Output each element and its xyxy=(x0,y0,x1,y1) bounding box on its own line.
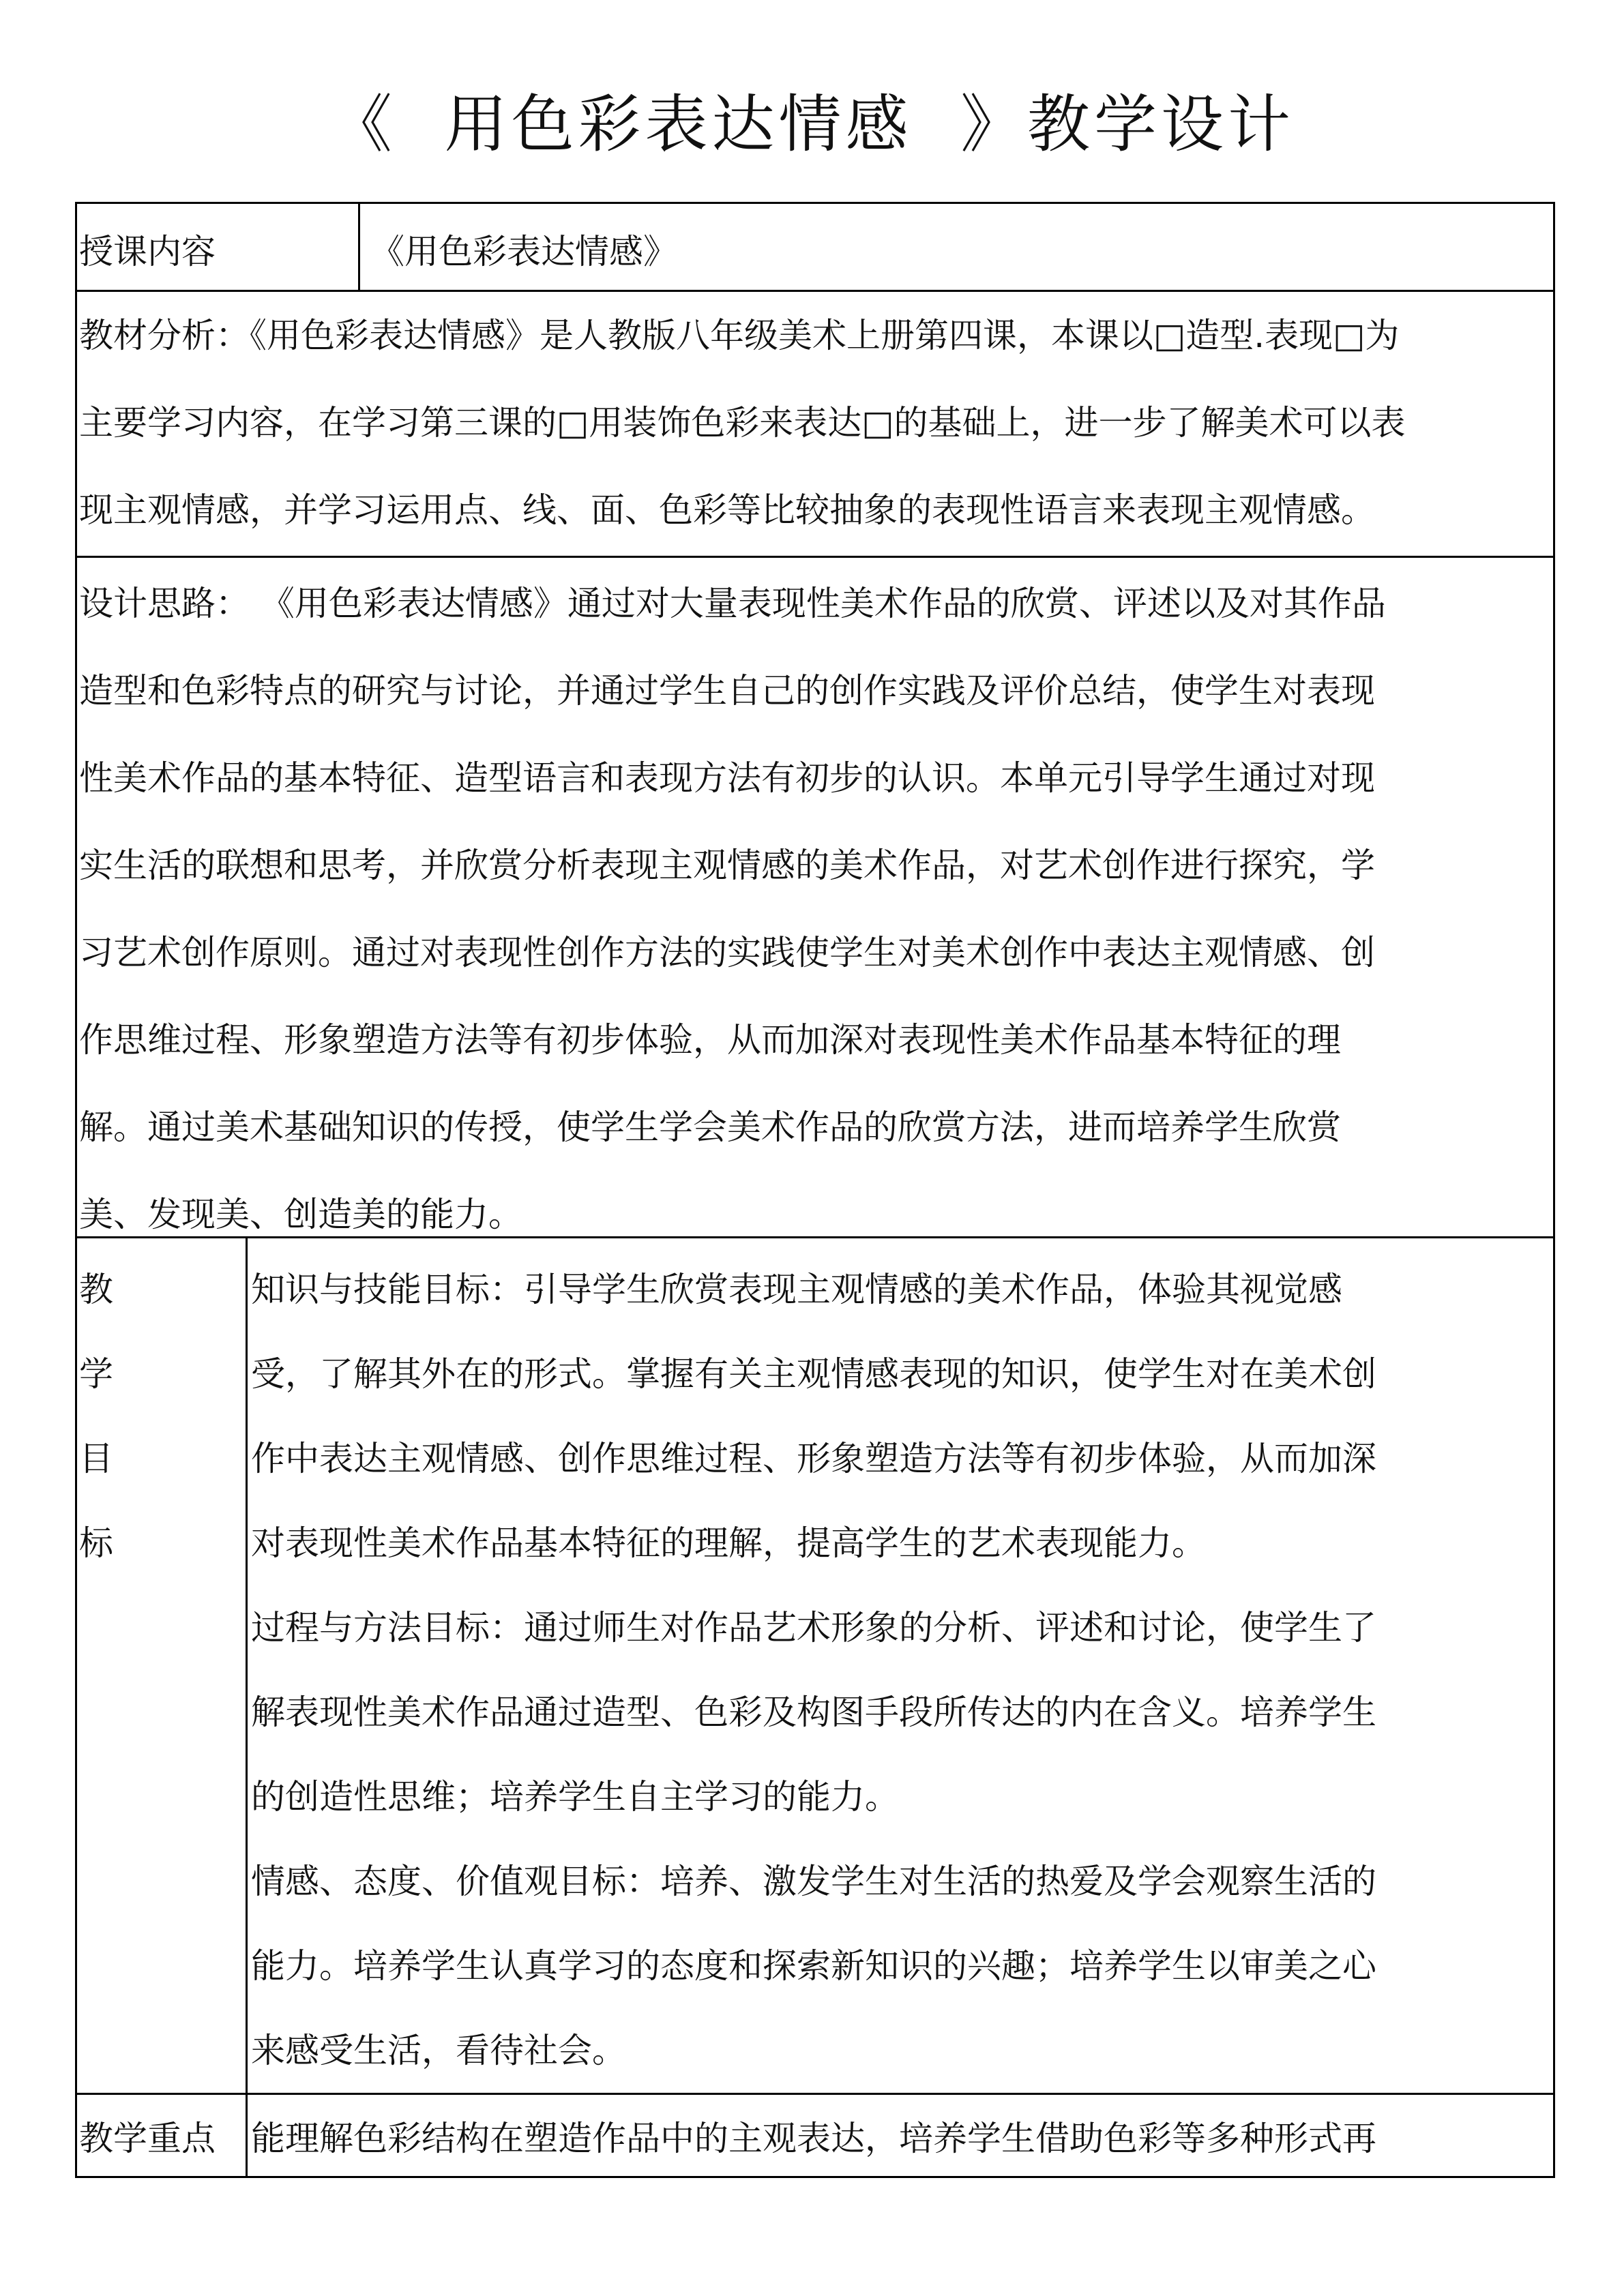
design-idea-line: 美、发现美、创造美的能力。 xyxy=(79,1195,522,1234)
goals-label-char: 目 xyxy=(79,1439,113,1478)
row-divider-3 xyxy=(77,1236,1553,1238)
design-idea-line: 造型和色彩特点的研究与讨论，并通过学生自己的创作实践及评价总结，使学生对表现 xyxy=(79,671,1375,711)
goals-label xyxy=(79,1247,236,1585)
goals-label-char: 教 xyxy=(79,1270,113,1309)
goals-line: 来感受生活，看待社会。 xyxy=(251,2031,626,2070)
lesson-value: 《用色彩表达情感》 xyxy=(370,232,677,271)
design-idea-line: 实生活的联想和思考，并欣赏分析表现主观情感的美术作品，对艺术创作进行探究，学 xyxy=(79,846,1375,885)
lesson-plan-table xyxy=(75,202,1555,2178)
goals-label-char: 学 xyxy=(79,1354,113,1394)
goals-content xyxy=(251,1247,1547,2093)
goals-line: 解表现性美术作品通过造型、色彩及构图手段所传达的内在含义。培养学生 xyxy=(251,1693,1376,1732)
vertical-divider-lesson xyxy=(358,204,360,290)
page-title: 《 用色彩表达情感 》教学设计 xyxy=(329,88,1295,161)
key-points-label: 教学重点 xyxy=(79,2119,216,2158)
material-analysis-line: 教材分析：《用色彩表达情感》是人教版八年级美术上册第四课，本课以□造型.表现□为 xyxy=(79,316,1400,355)
goals-line: 知识与技能目标：引导学生欣赏表现主观情感的美术作品，体验其视觉感 xyxy=(251,1270,1342,1309)
lesson-label: 授课内容 xyxy=(79,232,216,271)
row-divider-4 xyxy=(77,2093,1553,2095)
design-idea-line: 设计思路： 《用色彩表达情感》通过对大量表现性美术作品的欣赏、评述以及对其作品 xyxy=(79,584,1386,623)
key-points-value: 能理解色彩结构在塑造作品中的主观表达，培养学生借助色彩等多种形式再 xyxy=(251,2119,1376,2158)
row-divider-2 xyxy=(77,556,1553,558)
goals-line: 作中表达主观情感、创作思维过程、形象塑造方法等有初步体验，从而加深 xyxy=(251,1439,1376,1478)
goals-line: 受，了解其外在的形式。掌握有关主观情感表现的知识，使学生对在美术创 xyxy=(251,1354,1376,1394)
vertical-divider-goals xyxy=(246,1238,248,2176)
design-idea-line: 作思维过程、形象塑造方法等有初步体验，从而加深对表现性美术作品基本特征的理 xyxy=(79,1020,1341,1060)
goals-label-char: 标 xyxy=(79,1523,113,1563)
design-idea-line: 性美术作品的基本特征、造型语言和表现方法有初步的认识。本单元引导学生通过对现 xyxy=(79,758,1375,798)
goals-line: 过程与方法目标：通过师生对作品艺术形象的分析、评述和讨论，使学生了 xyxy=(251,1608,1376,1648)
goals-line: 能力。培养学生认真学习的态度和探索新知识的兴趣；培养学生以审美之心 xyxy=(251,1946,1376,1986)
goals-line: 对表现性美术作品基本特征的理解，提高学生的艺术表现能力。 xyxy=(251,1523,1206,1563)
goals-line: 情感、态度、价值观目标：培养、激发学生对生活的热爱及学会观察生活的 xyxy=(251,1862,1376,1901)
material-analysis-line: 主要学习内容，在学习第三课的□用装饰色彩来表达□的基础上，进一步了解美术可以表 xyxy=(79,403,1406,443)
design-idea-line: 解。通过美术基础知识的传授，使学生学会美术作品的欣赏方法，进而培养学生欣赏 xyxy=(79,1107,1341,1147)
design-idea xyxy=(79,560,1546,1258)
goals-line: 的创造性思维；培养学生自主学习的能力。 xyxy=(251,1777,899,1817)
material-analysis xyxy=(79,292,1546,554)
design-idea-line: 习艺术创作原则。通过对表现性创作方法的实践使学生对美术创作中表达主观情感、创 xyxy=(79,933,1375,972)
material-analysis-line: 现主观情感，并学习运用点、线、面、色彩等比较抽象的表现性语言来表现主观情感。 xyxy=(79,490,1375,530)
